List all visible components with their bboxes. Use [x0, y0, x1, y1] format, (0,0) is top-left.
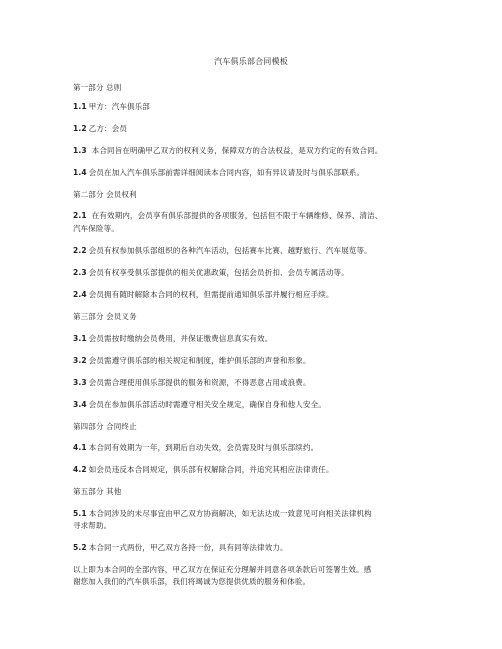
- clause-number: 2.4: [73, 290, 87, 299]
- clause-number: 1.3: [73, 146, 87, 155]
- clause-continuation: 汽车保险等。: [73, 224, 119, 233]
- clause: [73, 378, 453, 388]
- closing-paragraph-line: 谢您加入我们的汽车俱乐部，我们将竭诚为您提供优质的服务和体验。: [73, 577, 311, 586]
- section-heading: 第五部分 其他: [73, 487, 122, 496]
- clause-text: 在有效期内，会员享有俱乐部提供的各项服务，包括但不限于车辆维修、保养、清洁、: [91, 211, 383, 220]
- clause-continuation: 寻求帮助。: [73, 521, 112, 530]
- clause-number: 3.2: [73, 356, 87, 365]
- clause: [73, 268, 453, 278]
- clause: [73, 102, 453, 112]
- clause-text: 如会员违反本合同规定，俱乐部有权解除合同，并追究其相应法律责任。: [88, 465, 334, 474]
- clause-number: 1.1: [73, 102, 87, 111]
- clause-number: 3.4: [73, 400, 87, 409]
- clause: [73, 246, 453, 256]
- clause-text: 会员需合理使用俱乐部提供的服务和资源，不得恶意占用或浪费。: [88, 378, 311, 387]
- clause-text: 会员需遵守俱乐部的相关规定和制度，维护俱乐部的声誉和形象。: [88, 356, 311, 365]
- clause-text: 会员在加入汽车俱乐部前需详细阅读本合同内容，如有异议请及时与俱乐部联系。: [88, 168, 365, 177]
- clause-number: 5.2: [73, 543, 87, 552]
- clause-text: 会员有权参加俱乐部组织的各种汽车活动，包括赛车比赛、越野旅行、汽车展览等。: [88, 246, 372, 255]
- clause: [73, 543, 453, 553]
- clause: [73, 465, 453, 475]
- clause-text: 甲方：汽车俱乐部: [88, 102, 150, 111]
- clause-number: 4.2: [73, 465, 87, 474]
- clause: [73, 124, 453, 134]
- clause: [73, 146, 453, 156]
- clause-number: 3.1: [73, 334, 87, 343]
- clause-number: 2.1: [73, 211, 87, 220]
- section-heading: 第二部分 会员权利: [73, 190, 137, 199]
- closing-paragraph-line: 以上即为本合同的全部内容，甲乙双方在保证充分理解并同意各项条款后可签署生效。感: [73, 565, 372, 574]
- clause-number: 5.1: [73, 509, 87, 518]
- clause-text: 本合同有效期为一年，到期后自动失效，会员需及时与俱乐部续约。: [88, 443, 319, 452]
- clause-text: 会员有权享受俱乐部提供的相关优惠政策，包括会员折扣、会员专属活动等。: [88, 268, 349, 277]
- clause: [73, 400, 453, 410]
- clause: [73, 443, 453, 453]
- section-heading: 第四部分 合同终止: [73, 422, 137, 431]
- section-heading: 第一部分 总则: [73, 83, 122, 92]
- clause-number: 2.3: [73, 268, 87, 277]
- clause-text: 会员需按时缴纳会员费用，并保证缴费信息真实有效。: [88, 334, 273, 343]
- clause: [73, 334, 453, 344]
- clause-number: 1.2: [73, 124, 87, 133]
- clause-number: 1.4: [73, 168, 87, 177]
- clause-text: 会员在参加俱乐部活动时需遵守相关安全规定，确保自身和他人安全。: [88, 400, 326, 409]
- clause: [73, 168, 453, 178]
- clause: [73, 290, 453, 300]
- clause: [73, 211, 453, 221]
- clause-text: 本合同一式两份，甲乙双方各持一份，具有同等法律效力。: [88, 543, 288, 552]
- clause: [73, 356, 453, 366]
- clause-text: 本合同涉及的未尽事宜由甲乙双方协商解决，如无法达成一致意见可向相关法律机构: [88, 509, 372, 518]
- section-heading: 第三部分 会员义务: [73, 312, 137, 321]
- clause-number: 3.3: [73, 378, 87, 387]
- clause-number: 2.2: [73, 246, 87, 255]
- clause-text: 本合同旨在明确甲乙双方的权利义务，保障双方的合法权益，是双方约定的有效合同。: [91, 146, 383, 155]
- clause-text: 乙方：会员: [88, 124, 127, 133]
- clause-text: 会员拥有随时解除本合同的权利，但需提前通知俱乐部并履行相应手续。: [88, 290, 334, 299]
- clause-number: 4.1: [73, 443, 87, 452]
- clause: [73, 509, 453, 519]
- document-title: 汽车俱乐部合同模板: [214, 57, 288, 66]
